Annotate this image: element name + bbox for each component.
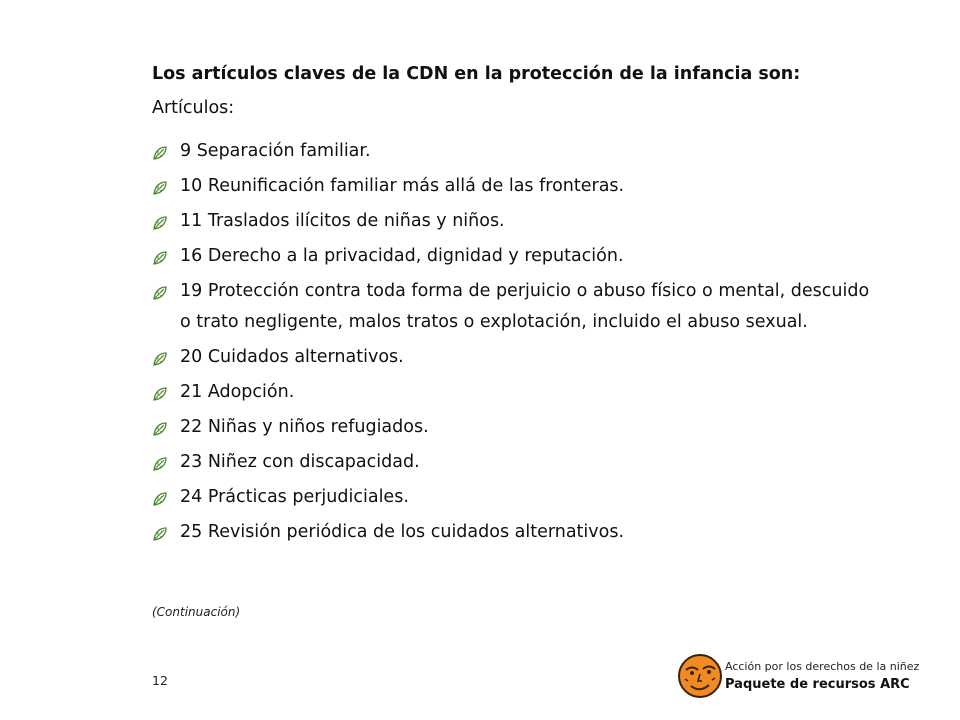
continuation-note: (Continuación) <box>152 605 241 619</box>
list-item <box>152 206 872 237</box>
list-item <box>152 447 872 478</box>
article-text: 22 Niñas y niños refugiados. <box>180 417 429 437</box>
article-text: 21 Adopción. <box>180 382 295 402</box>
articles-list <box>152 136 872 552</box>
list-item <box>152 412 872 443</box>
article-text: 10 Reunificación familiar más allá de las fronteras. <box>180 176 625 196</box>
list-item <box>152 517 872 548</box>
list-item <box>152 342 872 373</box>
arc-branding <box>676 652 936 702</box>
article-text: 24 Prácticas perjudiciales. <box>180 487 409 507</box>
leaf-bullet-icon <box>152 285 168 301</box>
list-item <box>152 482 872 513</box>
article-text: 19 Protección contra toda forma de perjuicio o abuso físico o mental, descuido o trato negligente, malos tratos o explotación, incluido el abuso sexual. <box>180 281 870 332</box>
list-item <box>152 276 872 338</box>
list-item <box>152 136 872 167</box>
list-item <box>152 171 872 202</box>
leaf-bullet-icon <box>152 180 168 196</box>
page-number: 12 <box>152 673 168 688</box>
leaf-bullet-icon <box>152 145 168 161</box>
leaf-bullet-icon <box>152 456 168 472</box>
brand-tagline: Acción por los derechos de la niñez <box>725 660 920 673</box>
brand-title: Paquete de recursos ARC <box>725 677 910 692</box>
leaf-bullet-icon <box>152 215 168 231</box>
article-text: 20 Cuidados alternativos. <box>180 347 404 367</box>
article-text: 25 Revisión periódica de los cuidados alternativos. <box>180 522 625 542</box>
leaf-bullet-icon <box>152 351 168 367</box>
article-text: 23 Niñez con discapacidad. <box>180 452 420 472</box>
arc-face-logo-icon <box>676 652 724 700</box>
articles-subheading: Artículos: <box>152 98 235 118</box>
list-item <box>152 377 872 408</box>
leaf-bullet-icon <box>152 421 168 437</box>
article-text: 11 Traslados ilícitos de niñas y niños. <box>180 211 505 231</box>
leaf-bullet-icon <box>152 386 168 402</box>
article-text: 16 Derecho a la privacidad, dignidad y reputación. <box>180 246 624 266</box>
leaf-bullet-icon <box>152 491 168 507</box>
page-heading: Los artículos claves de la CDN en la protección de la infancia son: <box>152 64 801 84</box>
leaf-bullet-icon <box>152 526 168 542</box>
list-item <box>152 241 872 272</box>
leaf-bullet-icon <box>152 250 168 266</box>
article-text: 9 Separación familiar. <box>180 141 371 161</box>
